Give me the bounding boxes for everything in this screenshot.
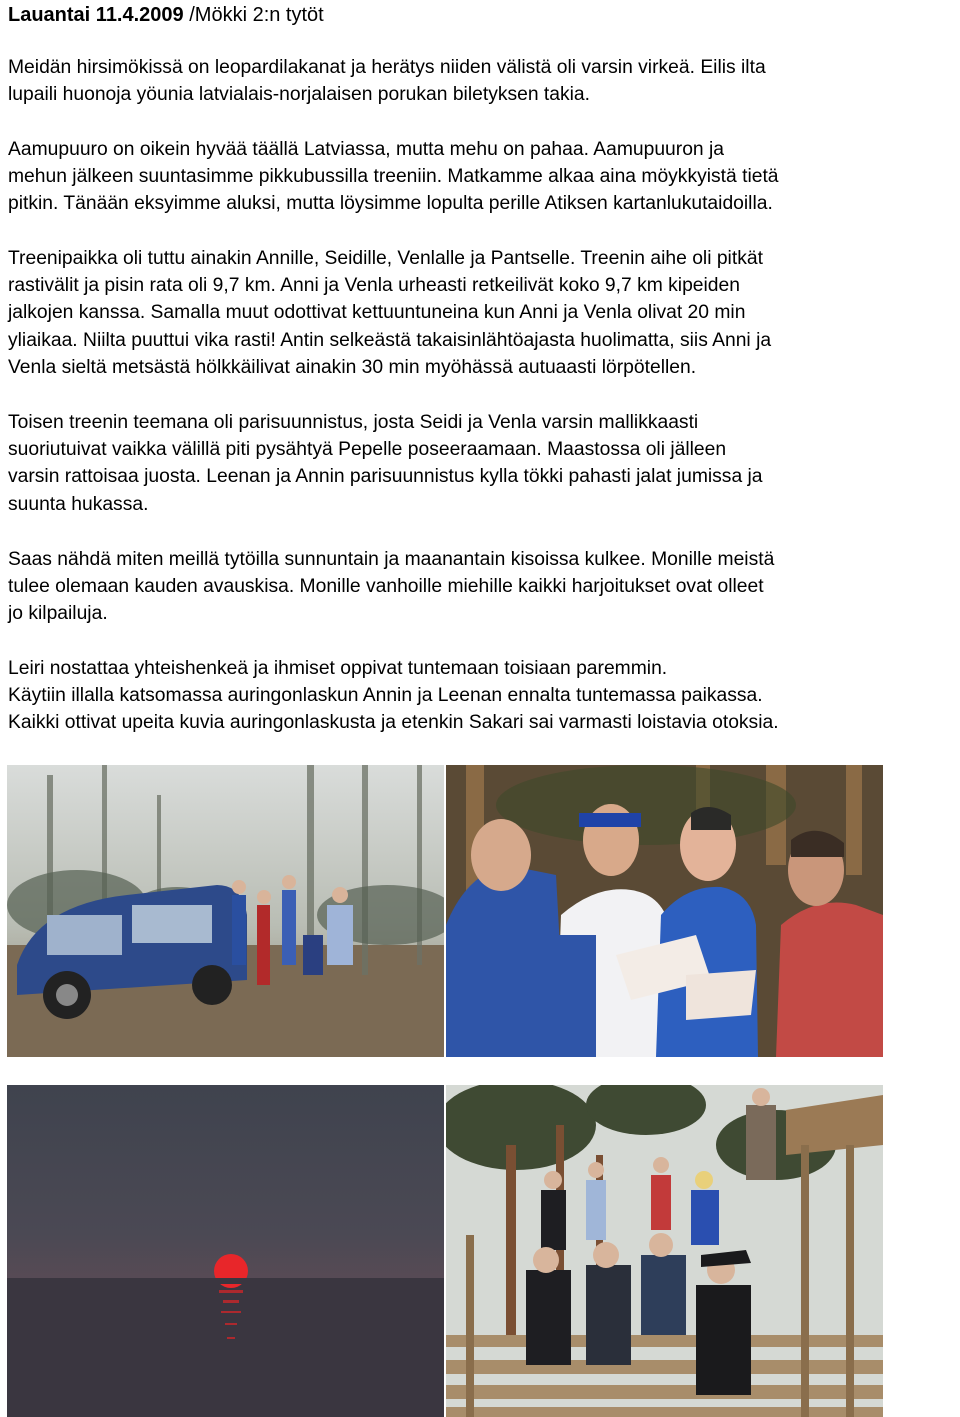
heading-title: /Mökki 2:n tytöt: [183, 4, 324, 26]
page-heading: [8, 0, 958, 29]
paragraph-morning: Meidän hirsimökissä on leopardilakanat ja herätys niiden välistä oli varsin virkeä. Eilis ilta lupaili huonoja yöunia latvialais-norjalaisen porukan biletyksen takia.: [8, 57, 766, 106]
heading-date: Lauantai 11.4.2009: [8, 4, 184, 26]
paragraph-pair-orienteering: Toisen treenin teemana oli parisuunnistus, josta Seidi ja Venla varsin mallikkaasti suoriutuivat vaikka välillä piti pysähtyä Pepelle poseeraamaan. Maastossa oli jälleen varsin rattoisaa juosta. Leenan ja Annin parisuunnistus kylla tökki pahasti jalat jumissa ja suunta hukassa.: [8, 412, 763, 515]
document: [8, 0, 958, 734]
photo-sunset: [7, 1085, 444, 1417]
paragraph-competitions: Saas nähdä miten meillä tytöilla sunnuntain ja maanantain kisoissa kulkee. Monille meistä tulee olemaan kauden avauskisa. Monille vanhoille miehille kaikki harjoitukset ovat olleet jo kilpailuja.: [8, 549, 775, 625]
photo-map-reading: [446, 765, 883, 1057]
paragraph-training: Treenipaikka oli tuttu ainakin Annille, Seidille, Venlalle ja Pantselle. Treenin aihe oli pitkät rastivälit ja pisin rata oli 9,7 km. Anni ja Venla urheasti retkeilivät koko 9,7 km kipeiden jalkojen kanssa. Samalla muut odottivat kettuuntuneina kun Anni ja Venla olivat 20 min yliaikaa. Niilta puuttui vika rasti! Antin selkeästä takaisinlähtöajasta huolimatta, siis Anni ja Venla sieltä metsästä hölkkäilivat ainakin 30 min myöhässä autuaasti lörpötellen.: [8, 248, 772, 378]
photo-car-forest: [7, 765, 444, 1057]
paragraph-sunset: Leiri nostattaa yhteishenkeä ja ihmiset oppivat tuntemaan toisiaan paremmin. Käytiin illalla katsomassa auringonlaskun Annin ja Leenan ennalta tuntemassa paikassa. Kaikki ottivat upeita kuvia auringonlaskusta ja etenkin Sakari sai varmasti loistavia otoksia.: [8, 658, 779, 734]
photo-group-stairs: [446, 1085, 883, 1417]
paragraph-breakfast: Aamupuuro on oikein hyvää täällä Latviassa, mutta mehu on pahaa. Aamupuuron ja mehun jälkeen suuntasimme pikkubussilla treeniin. Matkamme alkaa aina möykkyistä tietä pitkin. Tänään eksyimme aluksi, mutta löysimme lopulta perille Atiksen kartanlukutaidoilla.: [8, 139, 779, 215]
